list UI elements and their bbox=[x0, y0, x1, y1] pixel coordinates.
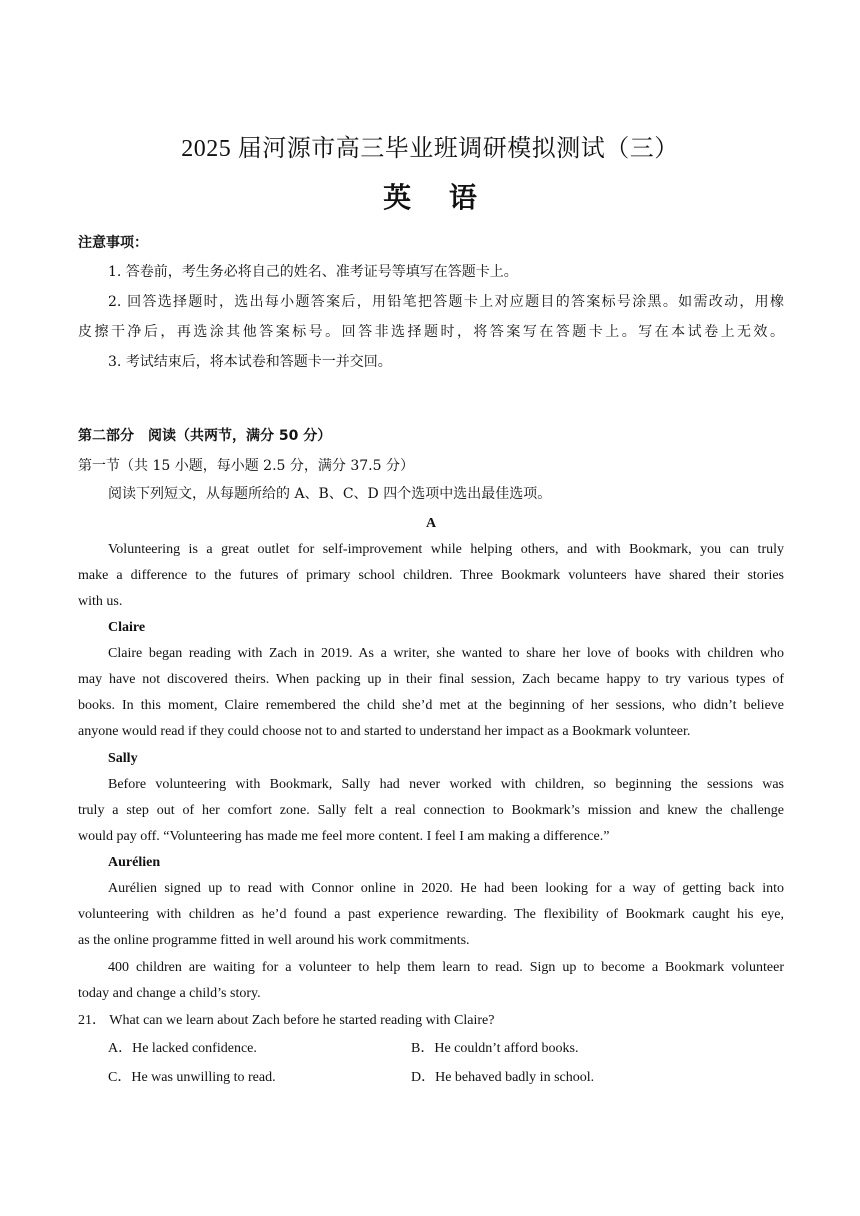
intro-line-3: with us. bbox=[78, 594, 123, 609]
closing-line-1: 400 children are waiting for a volunteer to help them learn to read. Sign up to become a Bookmark volunteer bbox=[108, 960, 784, 975]
closing-line-2: today and change a child’s story. bbox=[78, 986, 261, 1001]
question-21-option-a: A．He lacked confidence. bbox=[108, 1041, 257, 1056]
claire-line-1: Claire began reading with Zach in 2019. As a writer, she wanted to share her love of books with children who bbox=[108, 646, 784, 661]
claire-line-4: anyone would read if they could choose not to and started to understand her impact as a Bookmark volunteer. bbox=[78, 724, 691, 739]
intro-line-1: Volunteering is a great outlet for self-improvement while helping others, and with Bookmark, you can truly bbox=[108, 542, 784, 557]
sally-heading: Sally bbox=[108, 751, 138, 766]
note-item-3: 3. 考试结束后，将本试卷和答题卡一并交回。 bbox=[108, 354, 392, 370]
aurelien-heading: Aurélien bbox=[108, 855, 161, 870]
question-21-option-c: C．He was unwilling to read. bbox=[108, 1070, 276, 1085]
aurelien-line-3: as the online programme fitted in well around his work commitments. bbox=[78, 933, 470, 948]
claire-line-3: books. In this moment, Claire remembered the child she’d met at the beginning of her sessions, who didn’t believe bbox=[78, 698, 784, 713]
aurelien-line-2: volunteering with children as he’d found a past experience rewarding. The flexibility of Bookmark caught his eye, bbox=[78, 907, 784, 922]
sally-line-3: would pay off. “Volunteering has made me feel more content. I feel I am making a difference.” bbox=[78, 829, 610, 844]
claire-line-2: may have not discovered theirs. When packing up in their final session, Zach became happy to try various types of bbox=[78, 672, 784, 687]
sally-line-2: truly a step out of her comfort zone. Sally felt a real connection to Bookmark’s mission and knew the challenge bbox=[78, 803, 784, 818]
claire-heading: Claire bbox=[108, 620, 146, 635]
section-instruction: 阅读下列短文，从每题所给的 A、B、C、D 四个选项中选出最佳选项。 bbox=[108, 486, 552, 502]
sally-line-1: Before volunteering with Bookmark, Sally had never worked with children, so beginning the sessions was bbox=[108, 777, 784, 792]
subject-title: 英 语 bbox=[383, 181, 491, 214]
part-title: 第二部分 阅读（共两节，满分 50 分） bbox=[78, 428, 332, 444]
subsection-title: 第一节（共 15 小题，每小题 2.5 分，满分 37.5 分） bbox=[78, 458, 414, 474]
passage-letter: A bbox=[425, 516, 437, 531]
aurelien-line-1: Aurélien signed up to read with Connor online in 2020. He had been looking for a way of getting back into bbox=[108, 881, 784, 896]
note-item-2-cont: 皮擦干净后，再选涂其他答案标号。回答非选择题时，将答案写在答题卡上。写在本试卷上无效。 bbox=[78, 324, 784, 340]
question-21-stem: 21． What can we learn about Zach before he started reading with Claire? bbox=[78, 1013, 495, 1028]
exam-title: 2025 届河源市高三毕业班调研模拟测试（三） bbox=[181, 136, 679, 162]
note-item-1: 1. 答卷前，考生务必将自己的姓名、准考证号等填写在答题卡上。 bbox=[108, 264, 518, 280]
notes-heading: 注意事项： bbox=[78, 235, 148, 251]
question-21-option-d: D．He behaved badly in school. bbox=[411, 1070, 595, 1085]
note-item-2: 2. 回答选择题时，选出每小题答案后，用铅笔把答题卡上对应题目的答案标号涂黑。如需改动，用橡 bbox=[108, 294, 784, 310]
question-21-option-b: B．He couldn’t afford books. bbox=[411, 1041, 579, 1056]
intro-line-2: make a difference to the futures of primary school children. Three Bookmark volunteers have shared their stories bbox=[78, 568, 784, 583]
